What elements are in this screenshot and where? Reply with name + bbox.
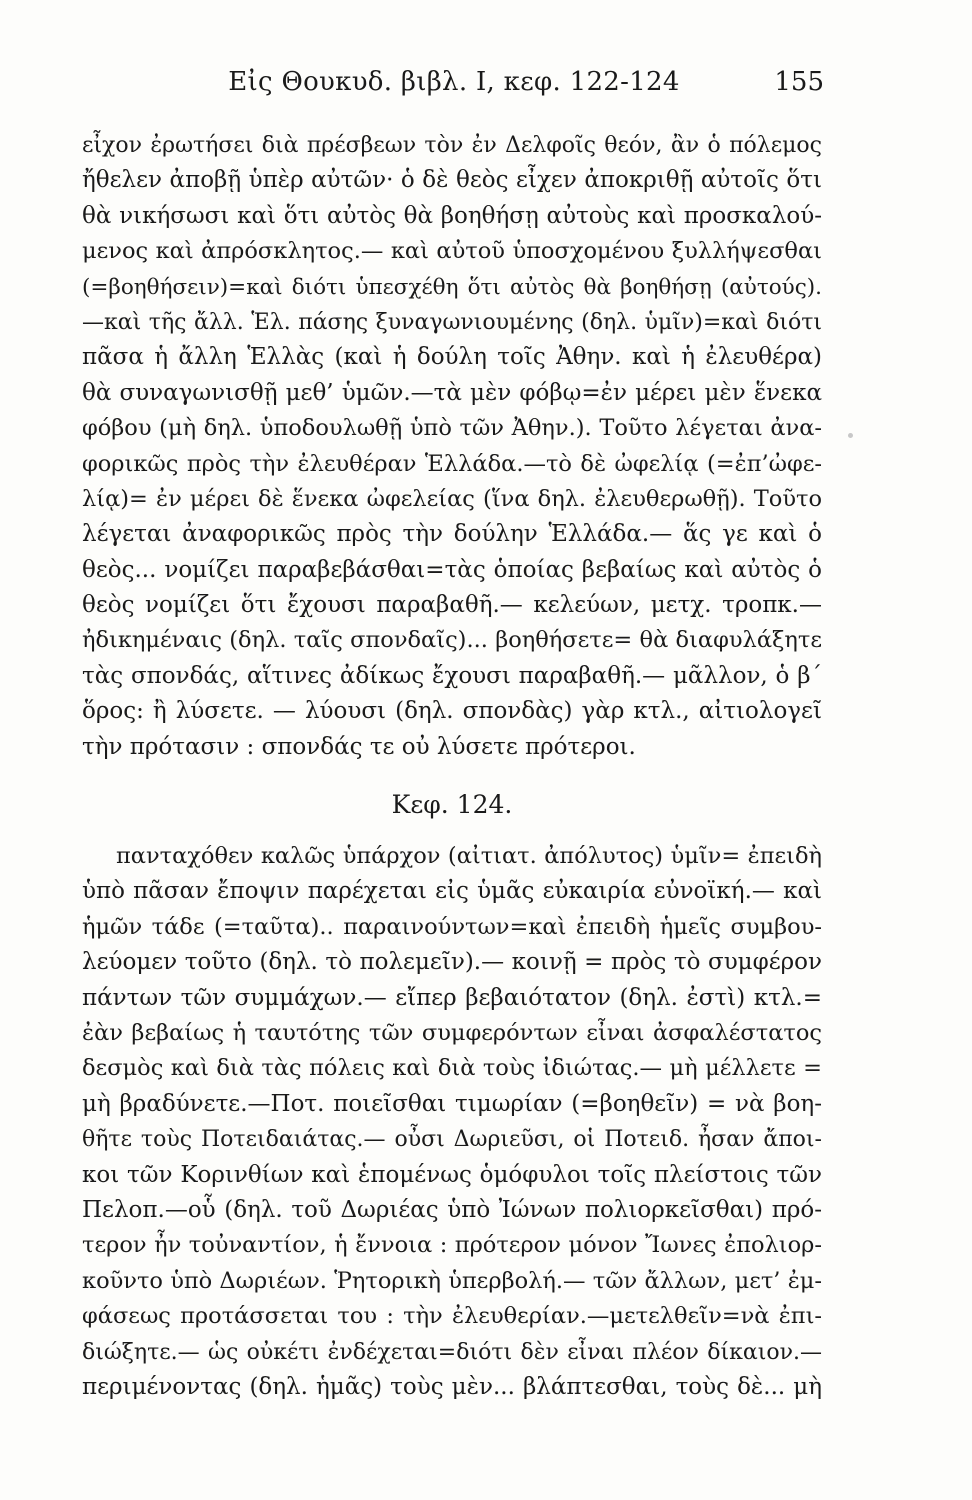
page-number: 155 (774, 67, 824, 97)
text-line: διώξητε.— ὡς οὐκέτι ἐνδέχεται=διότι δὲν εἶναι πλέον δίκαιον.— (82, 1339, 822, 1365)
running-head (84, 62, 824, 102)
text-line: φάσεως προτάσσεται του : τὴν ἐλευθερίαν.—μετελθεῖν=νὰ ἐπι- (82, 1303, 822, 1330)
text-line: πανταχόθεν καλῶς ὑπάρχον (αἰτιατ. ἀπόλυτος) ὑμῖν= ἐπειδὴ (116, 843, 822, 870)
text-line: ὑπὸ πᾶσαν ἔποψιν παρέχεται εἰς ὑμᾶς εὐκαιρία εὐνοϊκή.— καὶ (82, 878, 822, 905)
text-line: λίᾳ)= ἐν μέρει δὲ ἕνεκα ὠφελείας (ἵνα δηλ. ἐλευθερωθῇ). Τοῦτο (82, 485, 822, 512)
text-line: τὴν πρότασιν : σπονδάς τε οὐ λύσετε πρότεροι. (82, 733, 636, 760)
text-line: ἤθελεν ἀποβῇ ὑπὲρ αὐτῶν· ὁ δὲ θεὸς εἶχεν ἀποκριθῇ αὐτοῖς ὅτι (82, 167, 822, 194)
margin-speck (848, 433, 853, 438)
text-line: θεὸς νομίζει ὅτι ἔχουσι παραβαθῆ.— κελεύων, μετχ. τροπκ.— (82, 592, 822, 619)
text-line: ἡμῶν τάδε (=ταῦτα).. παραινούντων=καὶ ἐπειδὴ ἡμεῖς συμβου- (82, 913, 822, 940)
text-line: θὰ νικήσωσι καὶ ὅτι αὐτὸς θὰ βοηθήσῃ αὐτοὺς καὶ προσκαλού- (82, 202, 822, 229)
text-line: ὅρος: ἢ λύσετε. — λύουσι (δηλ. σπονδὰς) γὰρ κτλ., αἰτιολογεῖ (82, 698, 822, 725)
text-line: —καὶ τῆς ἄλλ. Ἑλ. πάσης ξυναγωνιουμένης (δηλ. ὑμῖν)=καὶ διότι (82, 309, 822, 335)
section-heading: Κεφ. 124. (391, 790, 513, 820)
text-line: ἐὰν βεβαίως ἡ ταυτότης τῶν συμφερόντων εἶναι ἀσφαλέστατος (82, 1019, 822, 1046)
text-line: εἶχον ἐρωτήσει διὰ πρέσβεων τὸν ἐν Δελφοῖς θεόν, ἂν ὁ πόλεμος (82, 133, 822, 158)
text-line: ἠδικημέναις (δηλ. ταῖς σπονδαῖς)... βοηθήσετε= θὰ διαφυλάξητε (82, 627, 822, 654)
text-line: κοῦντο ὑπὸ Δωριέων. Ῥητορικὴ ὑπερβολή.— τῶν ἄλλων, μετ’ ἐμ- (82, 1267, 822, 1294)
text-line: φορικῶς πρὸς τὴν ἐλευθέραν Ἑλλάδα.—τὸ δὲ ὠφελίᾳ (=ἐπ’ὠφε- (82, 450, 822, 477)
text-line: Πελοπ.—οὗ (δηλ. τοῦ Δωριέας ὑπὸ Ἰώνων πολιορκεῖσθαι) πρό- (82, 1196, 822, 1223)
text-line: τερον ἦν τοὐναντίον, ἡ ἔννοια : πρότερον μόνον Ἴωνες ἐπολιορ- (82, 1232, 822, 1259)
running-title: Εἰς Θουκυδ. βιβλ. I, κεφ. 122-124 (228, 67, 680, 97)
text-line: μενος καὶ ἀπρόσκλητος.— καὶ αὐτοῦ ὑποσχομένου ξυλλήψεσθαι (82, 238, 822, 265)
text-line: θεὸς... νομίζει παραβεβάσθαι=τὰς ὁποίας βεβαίως καὶ αὐτὸς ὁ (82, 556, 822, 583)
text-line: λέγεται ἀναφορικῶς πρὸς τὴν δούλην Ἑλλάδα.— ἅς γε καὶ ὁ (82, 521, 822, 548)
text-line: τὰς σπονδάς, αἵτινες ἀδίκως ἔχουσι παραβαθῆ.— μᾶλλον, ὁ β΄ (82, 662, 822, 689)
text-line: μὴ βραδύνετε.—Ποτ. ποιεῖσθαι τιμωρίαν (=βοηθεῖν) = νὰ βοη- (82, 1090, 822, 1117)
text-line: θῆτε τοὺς Ποτειδαιάτας.— οὖσι Δωριεῦσι, οἱ Ποτειδ. ἦσαν ἄποι- (82, 1127, 822, 1153)
commentary-text (82, 128, 822, 1405)
text-line: πάντων τῶν συμμάχων.— εἴπερ βεβαιότατον (δηλ. ἐστὶ) κτλ.= (82, 984, 822, 1011)
text-line: (=βοηθήσειν)=καὶ διότι ὑπεσχέθη ὅτι αὐτὸς θὰ βοηθήσῃ (αὐτούς). (82, 274, 822, 300)
text-line: περιμένοντας (δηλ. ἡμᾶς) τοὺς μὲν... βλάπτεσθαι, τοὺς δὲ... μὴ (82, 1373, 822, 1400)
text-line: πᾶσα ἡ ἄλλη Ἑλλὰς (καὶ ἡ δούλη τοῖς Ἀθην. καὶ ἡ ἐλευθέρα) (82, 344, 822, 371)
text-line: δεσμὸς καὶ διὰ τὰς πόλεις καὶ διὰ τοὺς ἰδιώτας.— μὴ μέλλετε = (82, 1055, 822, 1082)
text-line: λεύομεν τοῦτο (δηλ. τὸ πολεμεῖν).— κοινῇ = πρὸς τὸ συμφέρον (82, 949, 822, 976)
text-line: θὰ συναγωνισθῇ μεθ’ ὑμῶν.—τὰ μὲν φόβῳ=ἐν μέρει μὲν ἕνεκα (82, 379, 822, 406)
text-line: φόβου (μὴ δηλ. ὑποδουλωθῇ ὑπὸ τῶν Ἀθην.). Τοῦτο λέγεται ἀνα- (82, 415, 822, 442)
text-line: κοι τῶν Κορινθίων καὶ ἑπομένως ὁμόφυλοι τοῖς πλείστοις τῶν (82, 1161, 822, 1188)
